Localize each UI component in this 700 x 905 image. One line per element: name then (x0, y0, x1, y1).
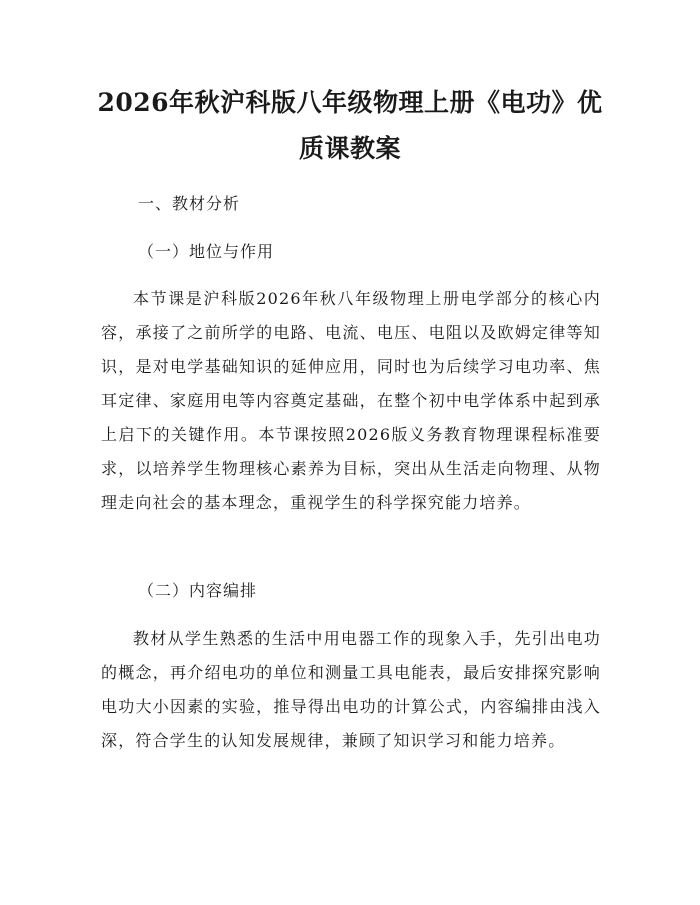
paragraph-content-arrangement: 教材从学生熟悉的生活中用电器工作的现象入手，先引出电功的概念，再介绍电功的单位和测量工具电能表，最后安排探究影响电功大小因素的实验，推导得出电功的计算公式，内容编排由浅入深，符合学生的认知发展规律，兼顾了知识学习和能力培养。 (101, 629, 601, 750)
subsection-heading-position-role: （一）地位与作用 (138, 242, 275, 261)
section-heading-textbook-analysis: 一、教材分析 (138, 194, 241, 213)
subsection-heading-content-arrangement: （二）内容编排 (138, 581, 258, 600)
document-title-line2: 质课教案 (298, 134, 401, 163)
paragraph-position-role: 本节课是沪科版2026年秋八年级物理上册电学部分的核心内容，承接了之前所学的电路、电流、电压、电阻以及欧姆定律等知识，是对电学基础知识的延伸应用，同时也为后续学习电功率、焦耳定律、家庭用电等内容奠定基础，在整个初中电学体系中起到承上启下的关键作用。本节课按照2026版义务教育物理课程标准要求，以培养学生物理核心素养为目标，突出从生活走向物理、从物理走向社会的基本理念，重视学生的科学探究能力培养。 (101, 289, 601, 512)
document-title-line1: 2026年秋沪科版八年级物理上册《电功》优 (97, 88, 603, 117)
